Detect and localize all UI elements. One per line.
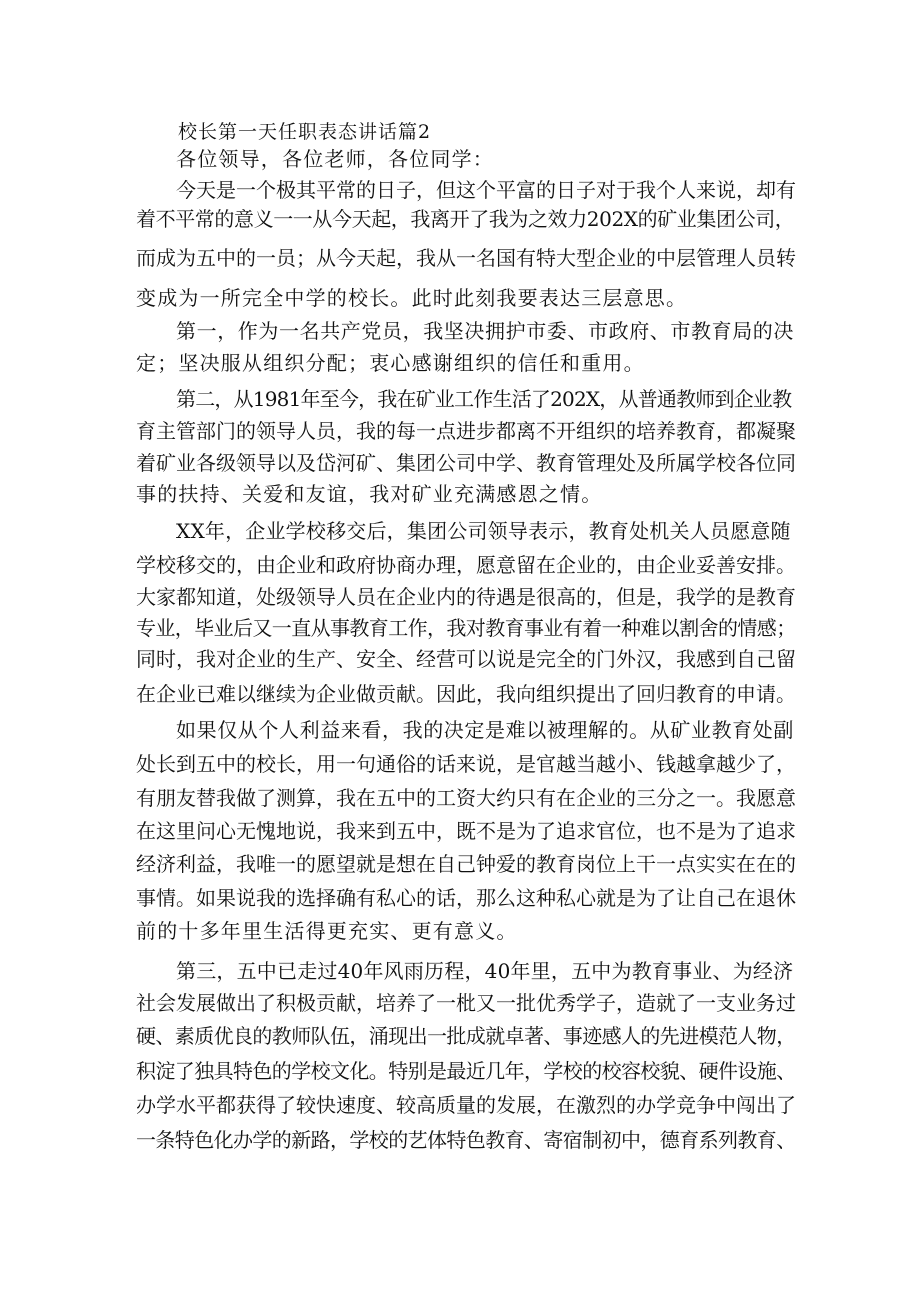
paragraph-line: 第一，作为一名共产党员，我坚决拥护市委、市政府、市教育局的决 bbox=[176, 319, 794, 343]
paragraph-line: 而成为五中的一员；从今天起，我从一名国有特大型企业的中层管理人员转 bbox=[136, 246, 796, 270]
paragraph-line: 积淀了独具特色的学校文化。特别是最近几年，学校的校容校貌、硬件设施、 bbox=[136, 1059, 796, 1083]
paragraph-line: 事的扶持、关爱和友谊，我对矿业充满感恩之情。 bbox=[136, 482, 603, 506]
paragraph-line: 育主管部门的领导人员，我的每一点进步都离不开组织的培养教育，都凝聚 bbox=[136, 419, 796, 443]
paragraph-line: 处长到五中的校长，用一句通俗的话来说，是官越当越小、钱越拿越少了， bbox=[136, 752, 796, 776]
paragraph-line: 定；坚决服从组织分配；衷心感谢组织的信任和重用。 bbox=[136, 351, 645, 375]
paragraph-line: 大家都知道，处级领导人员在企业内的待遇是很高的，但是，我学的是教育 bbox=[136, 585, 796, 609]
paragraph-line: 学校移交的，由企业和政府协商办理，愿意留在企业的，由企业妥善安排。 bbox=[136, 553, 796, 577]
paragraph-line: 社会发展做出了积极贡献，培养了一枇又一批优秀学子，造就了一支业务过 bbox=[136, 991, 796, 1015]
paragraph-line: 一条特色化办学的新路，学校的艺体特色教育、寄宿制初中，德育系列教育、 bbox=[136, 1128, 796, 1152]
paragraph-line: 有朋友替我做了测算，我在五中的工资大约只有在企业的三分之一。我愿意 bbox=[136, 786, 796, 810]
paragraph-line: 今天是一个极其平常的日子，但这个平富的日子对于我个人来说，却有 bbox=[176, 178, 796, 202]
paragraph-line: 第三，五中已走过40年风雨历程，40年里，五中为教育事业、为经济 bbox=[176, 959, 794, 983]
paragraph-line: 在企业已难以继续为企业做贡献。因此，我向组织提出了回归教育的申请。 bbox=[136, 682, 796, 706]
paragraph-line: 变成为一所完全中学的校长。此时此刻我要表达三层意思。 bbox=[136, 286, 688, 310]
paragraph-line: 着矿业各级领导以及岱河矿、集团公司中学、教育管理处及所属学校各位同 bbox=[136, 451, 796, 475]
paragraph-line: XX年，企业学校移交后，集团公司领导表示，教育处机关人员愿意随 bbox=[176, 519, 791, 543]
paragraph-line: 在这里问心无愧地说，我来到五中，既不是为了追求官位，也不是为了追求 bbox=[136, 819, 796, 843]
paragraph-line: 前的十多年里生活得更充实、更有意义。 bbox=[136, 919, 518, 943]
paragraph-line: 事情。如果说我的选择确有私心的话，那么这种私心就是为了让自己在退休 bbox=[136, 886, 796, 910]
paragraph-line: 硬、素质优良的教师队伍，涌现出一批成就卓著、事迹感人的先进模范人物， bbox=[136, 1024, 796, 1048]
paragraph-line: 着不平常的意义一一从今天起，我离开了我为之效力202X的矿业集团公司， bbox=[136, 207, 795, 231]
paragraph-line: 如果仅从个人利益来看，我的决定是难以被理解的。从矿业教育处副 bbox=[176, 718, 794, 742]
paragraph-line: 同时，我对企业的生产、安全、经营可以说是完全的门外汉，我感到自己留 bbox=[136, 647, 796, 671]
document-title: 校长第一天任职表态讲话篇2 bbox=[178, 121, 432, 143]
paragraph-line: 专业，毕业后又一直从事教育工作，我对教育事业有着一种难以割舍的情感； bbox=[136, 616, 796, 640]
paragraph-line: 办学水平都获得了较快速度、较高质量的发展，在激烈的办学竞争中闯出了 bbox=[136, 1093, 796, 1117]
paragraph-line: 各位领导，各位老师，各位同学： bbox=[176, 147, 494, 171]
paragraph-line: 经济利益，我唯一的愿望就是想在自己钟爱的教育岗位上干一点实实在在的 bbox=[136, 852, 796, 876]
paragraph-line: 第二，从1981年至今，我在矿业工作生活了202X，从普通教师到企业教 bbox=[176, 387, 792, 411]
